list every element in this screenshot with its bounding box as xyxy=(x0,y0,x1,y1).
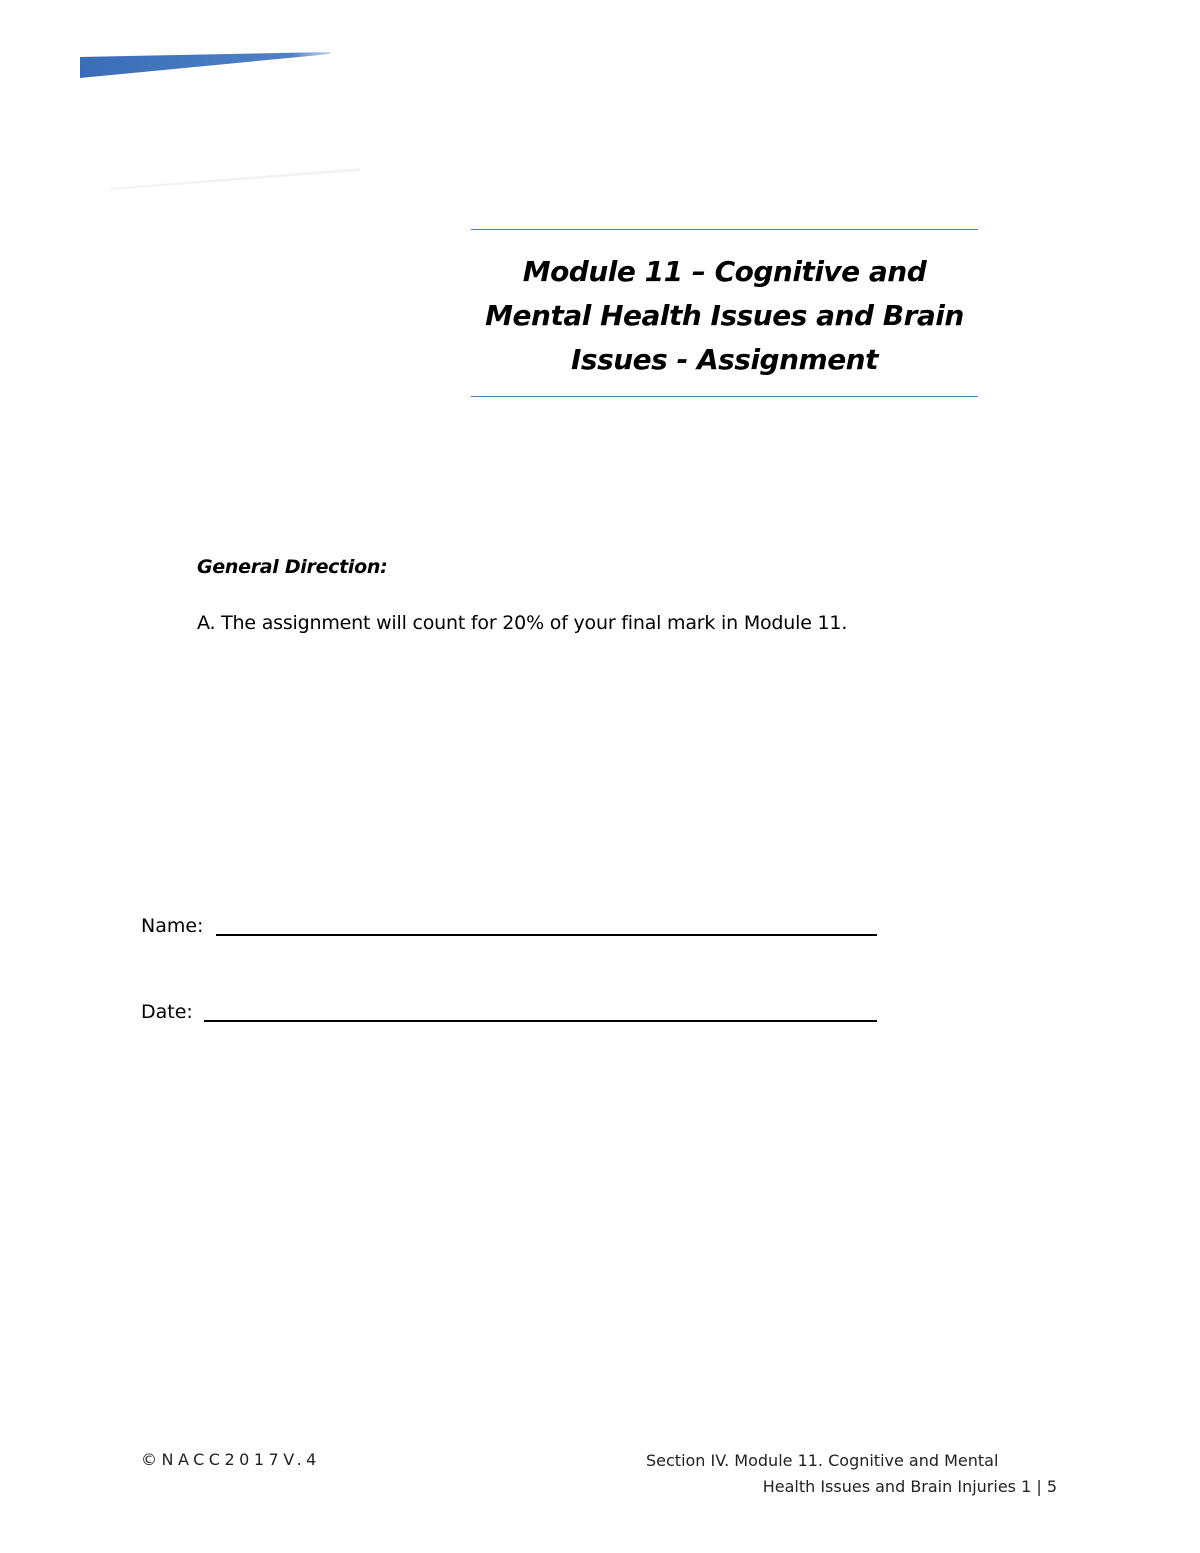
footer-section-info xyxy=(560,1448,1057,1500)
general-direction-heading: General Direction: xyxy=(197,556,388,578)
title-line-1: Module 11 – Cognitive and xyxy=(522,255,927,288)
header-banner-graphic xyxy=(80,52,330,78)
date-label: Date: xyxy=(141,1001,193,1023)
title-block xyxy=(471,229,978,397)
name-label: Name: xyxy=(141,915,204,937)
footer-copyright: ©NACC2017V.4 xyxy=(141,1450,321,1469)
header-shadow-graphic xyxy=(110,168,360,190)
title-line-2: Mental Health Issues and Brain xyxy=(485,299,964,332)
title-line-3: Issues - Assignment xyxy=(570,343,879,376)
footer-section-line-1: Section IV. Module 11. Cognitive and Mental xyxy=(646,1451,999,1470)
footer-section-line-2: Health Issues and Brain Injuries 1 | 5 xyxy=(762,1477,1057,1496)
name-field[interactable] xyxy=(216,934,877,936)
direction-item-a: A. The assignment will count for 20% of your final mark in Module 11. xyxy=(197,612,848,634)
document-title xyxy=(471,250,978,382)
date-field[interactable] xyxy=(204,1020,877,1022)
